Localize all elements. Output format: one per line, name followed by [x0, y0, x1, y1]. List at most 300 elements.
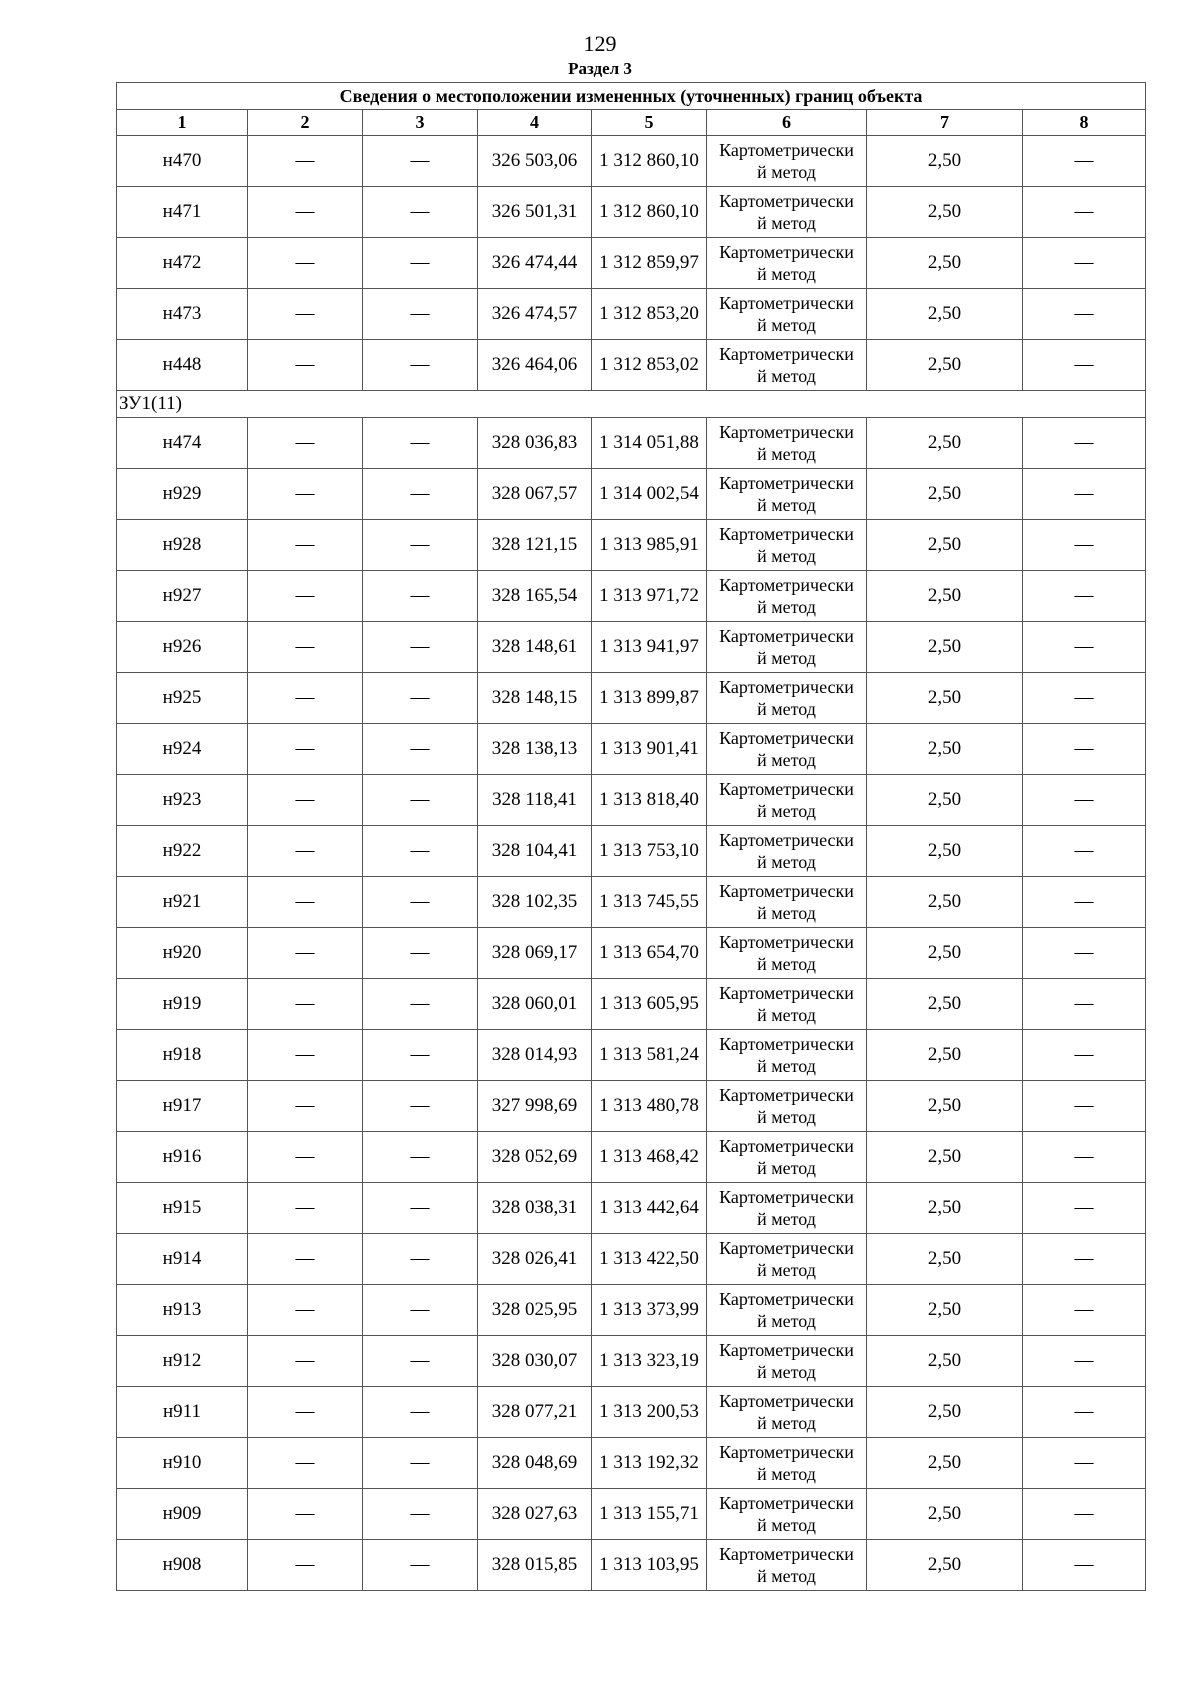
table-row: [117, 775, 1146, 826]
accuracy-cell: 2,50: [867, 1489, 1023, 1540]
method-line: й метод: [757, 1566, 816, 1586]
x-coordinate-cell: 328 036,83: [478, 418, 592, 469]
accuracy-cell: 2,50: [867, 238, 1023, 289]
coordinates-table: [116, 82, 1146, 1591]
method-line: Картометрически: [719, 140, 854, 160]
method-line: й метод: [757, 903, 816, 923]
y-coordinate-cell: 1 313 373,99: [592, 1285, 707, 1336]
x-coordinate-cell: 328 165,54: [478, 571, 592, 622]
dash-cell: —: [248, 1183, 363, 1234]
table-caption: Сведения о местоположении измененных (уточненных) границ объекта: [117, 83, 1146, 110]
dash-cell: —: [1023, 418, 1146, 469]
dash-cell: —: [248, 136, 363, 187]
x-coordinate-cell: 326 464,06: [478, 340, 592, 391]
table-row: [117, 826, 1146, 877]
dash-cell: —: [363, 1030, 478, 1081]
method-cell: [707, 571, 867, 622]
dash-cell: —: [363, 979, 478, 1030]
y-coordinate-cell: 1 313 442,64: [592, 1183, 707, 1234]
accuracy-cell: 2,50: [867, 979, 1023, 1030]
group-label: ЗУ1(11): [117, 391, 1146, 418]
column-header: 6: [707, 110, 867, 136]
accuracy-cell: 2,50: [867, 469, 1023, 520]
dash-cell: —: [1023, 1183, 1146, 1234]
point-name-cell: н918: [117, 1030, 248, 1081]
column-header: 8: [1023, 110, 1146, 136]
dash-cell: —: [1023, 724, 1146, 775]
table-row: [117, 469, 1146, 520]
dash-cell: —: [248, 187, 363, 238]
column-header: 5: [592, 110, 707, 136]
dash-cell: —: [1023, 520, 1146, 571]
accuracy-cell: 2,50: [867, 1540, 1023, 1591]
x-coordinate-cell: 328 015,85: [478, 1540, 592, 1591]
x-coordinate-cell: 328 038,31: [478, 1183, 592, 1234]
point-name-cell: н922: [117, 826, 248, 877]
method-cell: [707, 136, 867, 187]
method-cell: [707, 1030, 867, 1081]
method-line: Картометрически: [719, 1544, 854, 1564]
dash-cell: —: [363, 673, 478, 724]
accuracy-cell: 2,50: [867, 724, 1023, 775]
dash-cell: —: [1023, 571, 1146, 622]
method-line: й метод: [757, 495, 816, 515]
column-header: 2: [248, 110, 363, 136]
x-coordinate-cell: 327 998,69: [478, 1081, 592, 1132]
point-name-cell: н917: [117, 1081, 248, 1132]
table-row: [117, 187, 1146, 238]
dash-cell: —: [248, 724, 363, 775]
x-coordinate-cell: 328 025,95: [478, 1285, 592, 1336]
table-row: [117, 928, 1146, 979]
method-line: й метод: [757, 750, 816, 770]
method-line: Картометрически: [719, 1493, 854, 1513]
column-header: 1: [117, 110, 248, 136]
dash-cell: —: [1023, 928, 1146, 979]
dash-cell: —: [363, 1489, 478, 1540]
method-line: й метод: [757, 546, 816, 566]
dash-cell: —: [363, 469, 478, 520]
dash-cell: —: [1023, 1336, 1146, 1387]
point-name-cell: н915: [117, 1183, 248, 1234]
point-name-cell: н912: [117, 1336, 248, 1387]
dash-cell: —: [1023, 1030, 1146, 1081]
dash-cell: —: [248, 1540, 363, 1591]
accuracy-cell: 2,50: [867, 928, 1023, 979]
method-line: й метод: [757, 1260, 816, 1280]
x-coordinate-cell: 326 503,06: [478, 136, 592, 187]
accuracy-cell: 2,50: [867, 1438, 1023, 1489]
dash-cell: —: [363, 877, 478, 928]
method-cell: [707, 1438, 867, 1489]
point-name-cell: н913: [117, 1285, 248, 1336]
y-coordinate-cell: 1 313 745,55: [592, 877, 707, 928]
accuracy-cell: 2,50: [867, 340, 1023, 391]
dash-cell: —: [248, 673, 363, 724]
table-row: [117, 673, 1146, 724]
table-row: [117, 571, 1146, 622]
table-row: [117, 520, 1146, 571]
dash-cell: —: [363, 187, 478, 238]
accuracy-cell: 2,50: [867, 571, 1023, 622]
method-cell: [707, 520, 867, 571]
y-coordinate-cell: 1 313 468,42: [592, 1132, 707, 1183]
method-cell: [707, 1285, 867, 1336]
dash-cell: —: [248, 469, 363, 520]
dash-cell: —: [1023, 1132, 1146, 1183]
method-line: й метод: [757, 264, 816, 284]
accuracy-cell: 2,50: [867, 673, 1023, 724]
accuracy-cell: 2,50: [867, 1336, 1023, 1387]
dash-cell: —: [363, 1540, 478, 1591]
method-cell: [707, 1387, 867, 1438]
point-name-cell: н911: [117, 1387, 248, 1438]
point-name-cell: н928: [117, 520, 248, 571]
table-row: [117, 340, 1146, 391]
table-body: [117, 136, 1146, 1591]
dash-cell: —: [248, 520, 363, 571]
method-line: Картометрически: [719, 473, 854, 493]
y-coordinate-cell: 1 313 192,32: [592, 1438, 707, 1489]
accuracy-cell: 2,50: [867, 1285, 1023, 1336]
accuracy-cell: 2,50: [867, 1234, 1023, 1285]
y-coordinate-cell: 1 312 860,10: [592, 187, 707, 238]
y-coordinate-cell: 1 313 818,40: [592, 775, 707, 826]
method-line: й метод: [757, 1515, 816, 1535]
accuracy-cell: 2,50: [867, 1183, 1023, 1234]
method-line: Картометрически: [719, 1034, 854, 1054]
x-coordinate-cell: 326 474,57: [478, 289, 592, 340]
method-line: Картометрически: [719, 881, 854, 901]
x-coordinate-cell: 328 027,63: [478, 1489, 592, 1540]
dash-cell: —: [363, 1081, 478, 1132]
x-coordinate-cell: 328 118,41: [478, 775, 592, 826]
dash-cell: —: [1023, 826, 1146, 877]
method-cell: [707, 340, 867, 391]
dash-cell: —: [248, 622, 363, 673]
x-coordinate-cell: 328 014,93: [478, 1030, 592, 1081]
method-line: Картометрически: [719, 524, 854, 544]
method-line: Картометрически: [719, 293, 854, 313]
method-line: Картометрически: [719, 728, 854, 748]
method-line: й метод: [757, 1209, 816, 1229]
accuracy-cell: 2,50: [867, 1387, 1023, 1438]
x-coordinate-cell: 328 148,15: [478, 673, 592, 724]
point-name-cell: н470: [117, 136, 248, 187]
x-coordinate-cell: 328 048,69: [478, 1438, 592, 1489]
y-coordinate-cell: 1 313 899,87: [592, 673, 707, 724]
dash-cell: —: [363, 928, 478, 979]
accuracy-cell: 2,50: [867, 187, 1023, 238]
method-line: Картометрически: [719, 1442, 854, 1462]
dash-cell: —: [363, 1285, 478, 1336]
table-row: [117, 289, 1146, 340]
method-line: Картометрически: [719, 677, 854, 697]
dash-cell: —: [1023, 775, 1146, 826]
accuracy-cell: 2,50: [867, 1081, 1023, 1132]
table-row: [117, 1438, 1146, 1489]
method-line: й метод: [757, 1005, 816, 1025]
method-line: й метод: [757, 699, 816, 719]
point-name-cell: н923: [117, 775, 248, 826]
dash-cell: —: [363, 622, 478, 673]
method-line: й метод: [757, 1107, 816, 1127]
method-line: Картометрически: [719, 932, 854, 952]
method-line: Картометрически: [719, 779, 854, 799]
dash-cell: —: [248, 571, 363, 622]
method-line: Картометрически: [719, 242, 854, 262]
method-cell: [707, 187, 867, 238]
table-row: [117, 1132, 1146, 1183]
method-line: й метод: [757, 1413, 816, 1433]
column-header: 7: [867, 110, 1023, 136]
method-line: й метод: [757, 801, 816, 821]
method-line: й метод: [757, 162, 816, 182]
method-cell: [707, 928, 867, 979]
table-row: [117, 1336, 1146, 1387]
x-coordinate-cell: 328 077,21: [478, 1387, 592, 1438]
method-line: Картометрически: [719, 1187, 854, 1207]
method-line: й метод: [757, 444, 816, 464]
y-coordinate-cell: 1 312 853,20: [592, 289, 707, 340]
table-row: [117, 1387, 1146, 1438]
method-cell: [707, 877, 867, 928]
dash-cell: —: [363, 1438, 478, 1489]
method-cell: [707, 1336, 867, 1387]
dash-cell: —: [1023, 289, 1146, 340]
point-name-cell: н908: [117, 1540, 248, 1591]
method-cell: [707, 979, 867, 1030]
method-line: Картометрически: [719, 1238, 854, 1258]
table-row: [117, 1030, 1146, 1081]
method-cell: [707, 1489, 867, 1540]
dash-cell: —: [363, 340, 478, 391]
point-name-cell: н919: [117, 979, 248, 1030]
y-coordinate-cell: 1 313 605,95: [592, 979, 707, 1030]
method-line: Картометрически: [719, 1391, 854, 1411]
method-line: Картометрически: [719, 422, 854, 442]
x-coordinate-cell: 328 060,01: [478, 979, 592, 1030]
y-coordinate-cell: 1 313 901,41: [592, 724, 707, 775]
y-coordinate-cell: 1 314 002,54: [592, 469, 707, 520]
point-name-cell: н924: [117, 724, 248, 775]
method-line: й метод: [757, 1464, 816, 1484]
dash-cell: —: [1023, 1540, 1146, 1591]
dash-cell: —: [1023, 1489, 1146, 1540]
dash-cell: —: [248, 1336, 363, 1387]
method-cell: [707, 1081, 867, 1132]
dash-cell: —: [363, 289, 478, 340]
y-coordinate-cell: 1 312 859,97: [592, 238, 707, 289]
method-line: Картометрически: [719, 575, 854, 595]
table-row: [117, 622, 1146, 673]
method-cell: [707, 673, 867, 724]
dash-cell: —: [1023, 979, 1146, 1030]
dash-cell: —: [248, 418, 363, 469]
dash-cell: —: [1023, 136, 1146, 187]
point-name-cell: н471: [117, 187, 248, 238]
dash-cell: —: [363, 136, 478, 187]
method-cell: [707, 289, 867, 340]
method-line: й метод: [757, 1056, 816, 1076]
x-coordinate-cell: 328 104,41: [478, 826, 592, 877]
accuracy-cell: 2,50: [867, 877, 1023, 928]
dash-cell: —: [363, 1132, 478, 1183]
y-coordinate-cell: 1 313 323,19: [592, 1336, 707, 1387]
point-name-cell: н921: [117, 877, 248, 928]
y-coordinate-cell: 1 313 941,97: [592, 622, 707, 673]
x-coordinate-cell: 328 026,41: [478, 1234, 592, 1285]
accuracy-cell: 2,50: [867, 136, 1023, 187]
dash-cell: —: [1023, 238, 1146, 289]
table-row: [117, 418, 1146, 469]
dash-cell: —: [1023, 187, 1146, 238]
method-line: Картометрически: [719, 1136, 854, 1156]
dash-cell: —: [363, 775, 478, 826]
dash-cell: —: [248, 928, 363, 979]
point-name-cell: н920: [117, 928, 248, 979]
table-row: [117, 136, 1146, 187]
method-line: й метод: [757, 648, 816, 668]
point-name-cell: н448: [117, 340, 248, 391]
method-line: й метод: [757, 315, 816, 335]
dash-cell: —: [1023, 622, 1146, 673]
y-coordinate-cell: 1 314 051,88: [592, 418, 707, 469]
table-row: [117, 979, 1146, 1030]
method-line: Картометрически: [719, 1340, 854, 1360]
dash-cell: —: [248, 826, 363, 877]
dash-cell: —: [363, 826, 478, 877]
method-line: й метод: [757, 852, 816, 872]
method-line: й метод: [757, 1158, 816, 1178]
point-name-cell: н472: [117, 238, 248, 289]
method-cell: [707, 1540, 867, 1591]
dash-cell: —: [363, 418, 478, 469]
dash-cell: —: [248, 1030, 363, 1081]
x-coordinate-cell: 328 102,35: [478, 877, 592, 928]
y-coordinate-cell: 1 313 480,78: [592, 1081, 707, 1132]
dash-cell: —: [1023, 673, 1146, 724]
x-coordinate-cell: 328 030,07: [478, 1336, 592, 1387]
dash-cell: —: [248, 1489, 363, 1540]
point-name-cell: н914: [117, 1234, 248, 1285]
dash-cell: —: [1023, 1234, 1146, 1285]
point-name-cell: н929: [117, 469, 248, 520]
method-line: й метод: [757, 213, 816, 233]
point-name-cell: н910: [117, 1438, 248, 1489]
method-cell: [707, 775, 867, 826]
table-row: [117, 1285, 1146, 1336]
method-cell: [707, 1183, 867, 1234]
dash-cell: —: [248, 877, 363, 928]
y-coordinate-cell: 1 312 860,10: [592, 136, 707, 187]
method-line: Картометрически: [719, 1289, 854, 1309]
column-header: 3: [363, 110, 478, 136]
method-line: Картометрически: [719, 191, 854, 211]
table-row: [117, 1183, 1146, 1234]
method-line: Картометрически: [719, 1085, 854, 1105]
method-cell: [707, 469, 867, 520]
dash-cell: —: [363, 1183, 478, 1234]
method-line: й метод: [757, 1362, 816, 1382]
point-name-cell: н925: [117, 673, 248, 724]
table-row: [117, 724, 1146, 775]
method-cell: [707, 826, 867, 877]
dash-cell: —: [363, 520, 478, 571]
dash-cell: —: [1023, 469, 1146, 520]
dash-cell: —: [248, 1234, 363, 1285]
table-row: [117, 1540, 1146, 1591]
table-row: [117, 1489, 1146, 1540]
method-line: й метод: [757, 954, 816, 974]
dash-cell: —: [248, 238, 363, 289]
dash-cell: —: [1023, 340, 1146, 391]
x-coordinate-cell: 328 148,61: [478, 622, 592, 673]
method-line: Картометрически: [719, 830, 854, 850]
dash-cell: —: [363, 571, 478, 622]
x-coordinate-cell: 326 501,31: [478, 187, 592, 238]
method-line: й метод: [757, 1311, 816, 1331]
dash-cell: —: [1023, 877, 1146, 928]
method-line: й метод: [757, 366, 816, 386]
x-coordinate-cell: 328 052,69: [478, 1132, 592, 1183]
point-name-cell: н909: [117, 1489, 248, 1540]
accuracy-cell: 2,50: [867, 826, 1023, 877]
x-coordinate-cell: 326 474,44: [478, 238, 592, 289]
dash-cell: —: [248, 979, 363, 1030]
accuracy-cell: 2,50: [867, 289, 1023, 340]
dash-cell: —: [1023, 1285, 1146, 1336]
method-cell: [707, 418, 867, 469]
accuracy-cell: 2,50: [867, 1030, 1023, 1081]
y-coordinate-cell: 1 313 155,71: [592, 1489, 707, 1540]
method-line: Картометрически: [719, 344, 854, 364]
method-cell: [707, 1234, 867, 1285]
table-row: [117, 877, 1146, 928]
dash-cell: —: [248, 1132, 363, 1183]
column-number-row: [117, 110, 1146, 136]
dash-cell: —: [363, 1234, 478, 1285]
x-coordinate-cell: 328 069,17: [478, 928, 592, 979]
x-coordinate-cell: 328 067,57: [478, 469, 592, 520]
y-coordinate-cell: 1 313 200,53: [592, 1387, 707, 1438]
method-line: Картометрически: [719, 983, 854, 1003]
method-cell: [707, 724, 867, 775]
dash-cell: —: [1023, 1081, 1146, 1132]
dash-cell: —: [363, 1387, 478, 1438]
dash-cell: —: [248, 1285, 363, 1336]
dash-cell: —: [248, 289, 363, 340]
y-coordinate-cell: 1 313 581,24: [592, 1030, 707, 1081]
method-line: й метод: [757, 597, 816, 617]
accuracy-cell: 2,50: [867, 520, 1023, 571]
y-coordinate-cell: 1 313 985,91: [592, 520, 707, 571]
dash-cell: —: [248, 1387, 363, 1438]
accuracy-cell: 2,50: [867, 1132, 1023, 1183]
dash-cell: —: [248, 1081, 363, 1132]
x-coordinate-cell: 328 121,15: [478, 520, 592, 571]
column-header: 4: [478, 110, 592, 136]
point-name-cell: н927: [117, 571, 248, 622]
dash-cell: —: [248, 1438, 363, 1489]
y-coordinate-cell: 1 313 753,10: [592, 826, 707, 877]
table-row: [117, 1234, 1146, 1285]
dash-cell: —: [248, 775, 363, 826]
table-row: [117, 238, 1146, 289]
dash-cell: —: [363, 238, 478, 289]
point-name-cell: н916: [117, 1132, 248, 1183]
accuracy-cell: 2,50: [867, 418, 1023, 469]
